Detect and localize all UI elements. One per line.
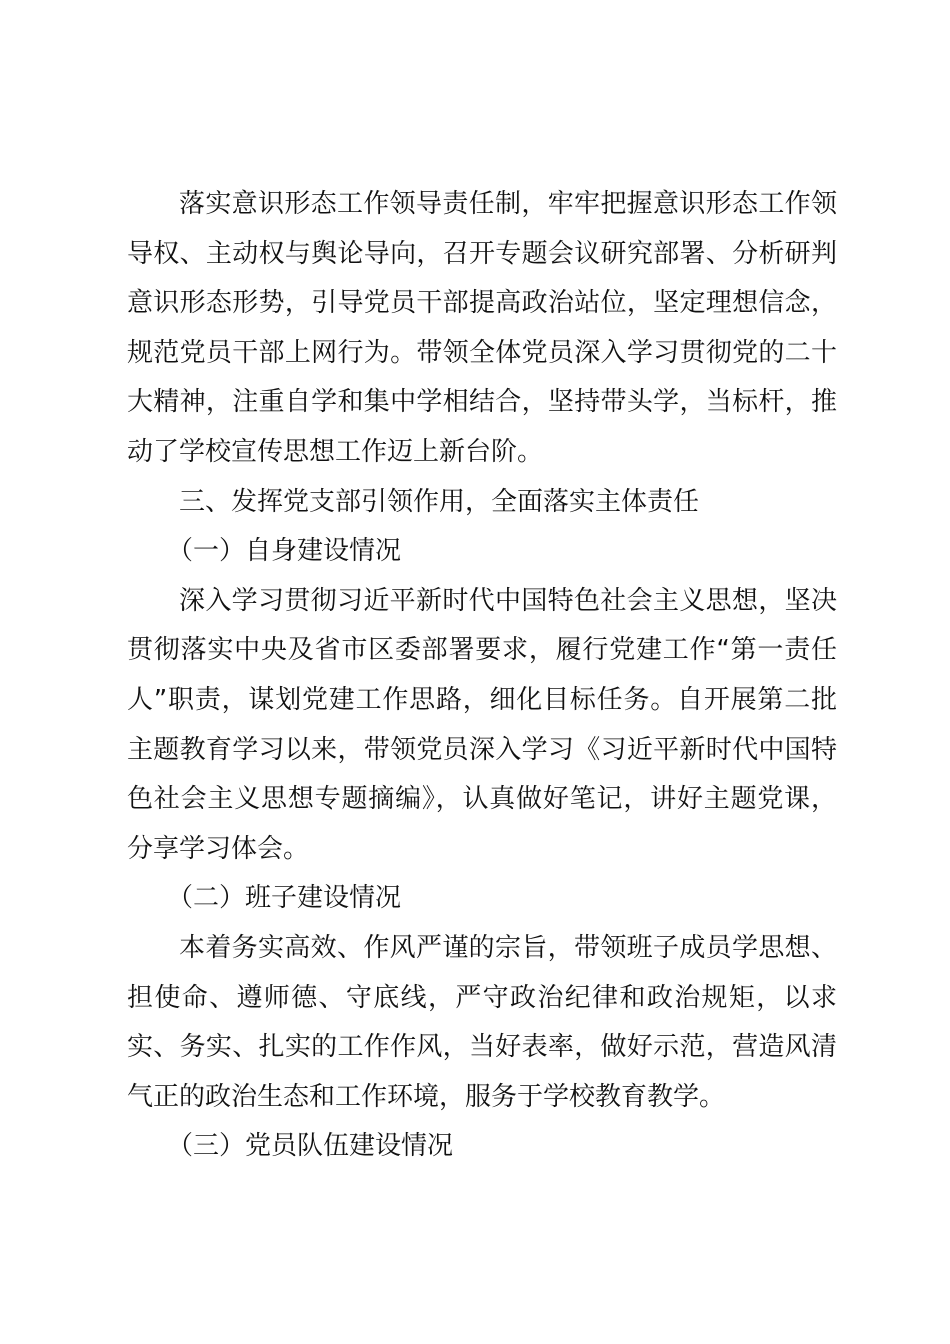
- paragraph-team-building: 本着务实高效、作风严谨的宗旨，带领班子成员学思想、担使命、遵师德、守底线，严守政治纪律和政治规矩，以求实、务实、扎实的工作作风，当好表率，做好示范，营造风清气正的政治生态和工作环境，服务于学校教育教学。: [127, 932, 837, 1112]
- subsection-heading-party-member-team: （三）党员队伍建设情况: [167, 1131, 454, 1162]
- section-heading-three: 三、发挥党支部引领作用，全面落实主体责任: [179, 486, 700, 517]
- paragraph-self-building: 深入学习贯彻习近平新时代中国特色社会主义思想，坚决贯彻落实中央及省市区委部署要求，履行党建工作“第一责任人”职责，谋划党建工作思路，细化目标任务。自开展第二批主题教育学习以来，带领党员深入学习《习近平新时代中国特色社会主义思想专题摘编》，认真做好笔记，讲好主题党课，分享学习体会。: [127, 585, 837, 864]
- subsection-heading-self-building: （一）自身建设情况: [167, 536, 402, 567]
- subsection-heading-team-building: （二）班子建设情况: [167, 883, 402, 914]
- document-body: [127, 180, 837, 1172]
- paragraph-ideology-responsibility: 落实意识形态工作领导责任制，牢牢把握意识形态工作领导权、主动权与舆论导向，召开专题会议研究部署、分析研判意识形态形势，引导党员干部提高政治站位，坚定理想信念，规范党员干部上网行为。带领全体党员深入学习贯彻党的二十大精神，注重自学和集中学相结合，坚持带头学，当标杆，推动了学校宣传思想工作迈上新台阶。: [127, 189, 837, 467]
